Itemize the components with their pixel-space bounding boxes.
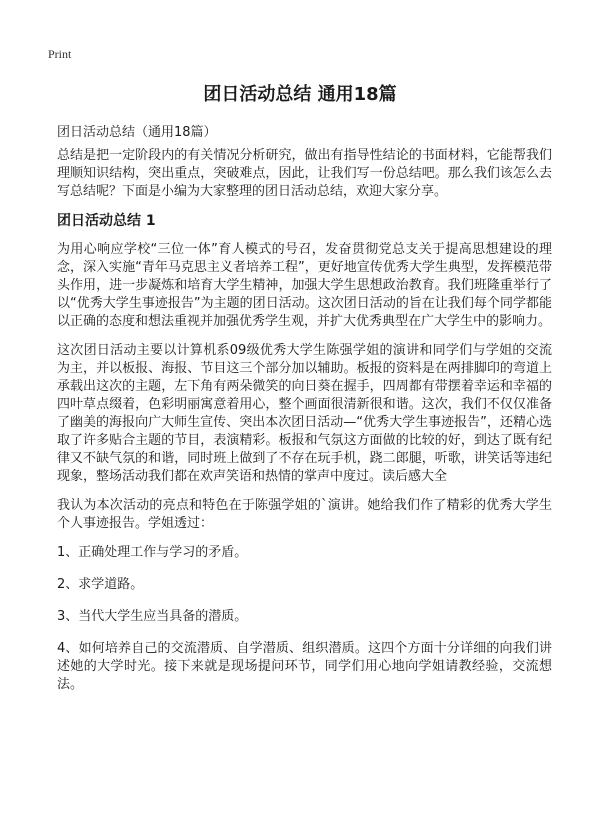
intro-paragraph: 总结是把一定阶段内的有关情况分析研究，做出有指导性结论的书面材料，它能帮我们理顺知识结构，突出重点，突破难点，因此，让我们写一份总结吧。那么我们该怎么去写总结呢？下面是小编为大家整理的团日活动总结，欢迎大家分享。 [57, 148, 552, 199]
list-item: 2、求学道路。 [57, 577, 144, 592]
list-item: 1、正确处理工作与学习的矛盾。 [57, 545, 248, 560]
list-item: 3、当代大学生应当具备的潜质。 [57, 609, 248, 624]
page-title: 团日活动总结 通用18篇 [203, 84, 397, 105]
document-subtitle: 团日活动总结（通用18篇） [57, 125, 217, 140]
article-body [57, 147, 552, 708]
print-link[interactable]: Print [48, 47, 72, 61]
body-paragraph-1: 为用心响应学校“三位一体”育人模式的号召，发奋贯彻党总支关于提高思想建设的理念，深入实施“青年马克思主义者培养工程”，更好地宣传优秀大学生典型，发挥模范带头作用，进一步凝炼和培育大学生精神，加强大学生思想政治教育。我们班隆重举行了以“优秀大学生事迹报告”为主题的团日活动。这次团日活动的旨在让我们每个同学都能以正确的态度和想法重视并加强优秀学生观，并扩大优秀典型在广大学生中的影响力。 [57, 242, 552, 329]
list-item: 4、如何培养自己的交流潜质、自学潜质、组织潜质。这四个方面十分详细的向我们讲述她的大学时光。接下来就是现场提问环节，同学们用心地向学姐请教经验，交流想法。 [57, 641, 552, 692]
section-heading: 团日活动总结 1 [57, 213, 156, 229]
body-paragraph-3: 我认为本次活动的亮点和特色在于陈强学姐的`演讲。她给我们作了精彩的优秀大学生个人事迹报告。学姐透过： [57, 498, 552, 531]
body-paragraph-2: 这次团日活动主要以计算机系09级优秀大学生陈强学姐的演讲和同学们与学姐的交流为主，并以板报、海报、节目这三个部分加以辅助。板报的资料是在两排脚印的弯道上承载出这次的主题，左下角有两朵微笑的向日葵在握手，四周都有带摆着幸运和幸福的四叶草点缀着，色彩明丽寓意着用心，整个画面很清新很和谐。这次，我们不仅仅准备了幽美的海报向广大师生宣传、突出本次团日活动—“优秀大学生事迹报告”，还精心选取了许多贴合主题的节目，表演精彩。板报和气氛这方面做的比较的好，到达了既有纪律又不缺气氛的和谐，同时班上做到了不存在玩手机，跷二郎腿，听歌，讲笑话等违纪现象，整场活动我们都在欢声笑语和热情的掌声中度过。读后感大全 [57, 343, 552, 484]
